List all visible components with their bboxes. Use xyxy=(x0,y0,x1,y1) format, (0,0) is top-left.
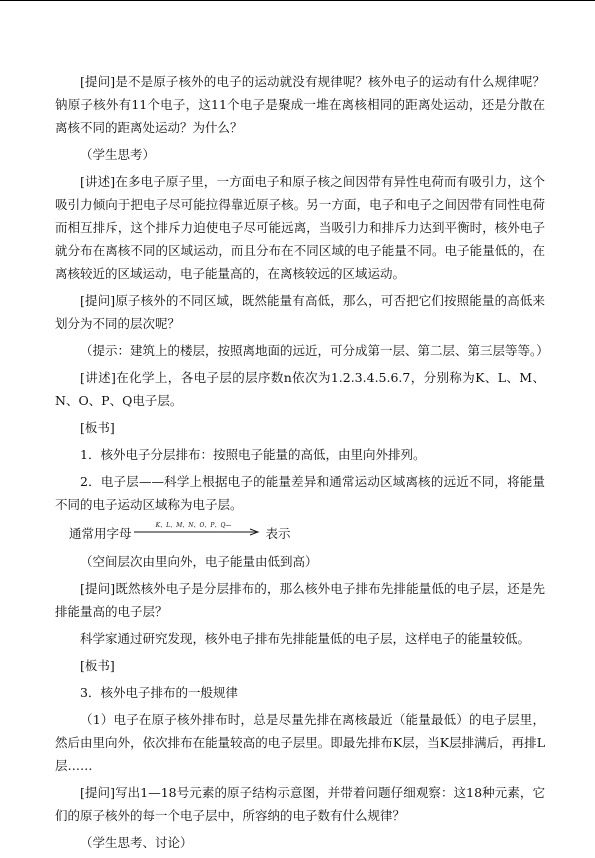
rule-1: （1）电子在原子核外排布时，总是尽量先排在离核最近（能量最低）的电子层里，然后由里向外，依次排布在能量较高的电子层里。即最先排布K层，当K层排满后，再排L层…… xyxy=(55,712,545,773)
top-rule xyxy=(0,0,595,1)
discovery: 科学家通过研究发现，核外电子排布先排能量低的电子层，这样电子的能量较低。 xyxy=(80,631,531,646)
lecture-1: [讲述]在多电子原子里，一方面电子和原子核之间因带有异性电荷而有吸引力，这个吸引力倾向于把电子尽可能拉得靠近原子核。另一方面，电子和电子之间因带有同性电荷而相互排斥，这个排斥力迫使电子尽可能远离，当吸引力和排斥力达到平衡时，核外电子就分布在离核不同的区域运动，而且分布在不同区域的电子能量不同。电子能量低的，在离核较近的区域运动，电子能量高的，在离核较远的区域运动。 xyxy=(55,174,545,281)
board-heading-1: [板书] xyxy=(80,420,115,435)
student-thinking-2: （学生思考、讨论） xyxy=(80,835,193,850)
document-body xyxy=(55,70,549,858)
question-1: [提问]是不是原子核外的电子的运动就没有规律呢？核外电子的运动有什么规律呢？钠原子核外有11个电子，这11个电子是聚成一堆在离核相同的距离处运动，还是分散在离核不同的距离处运动？为什么？ xyxy=(55,74,545,135)
notation-left-text: 通常用字母 xyxy=(69,526,132,541)
notation-right-text: 表示 xyxy=(265,526,291,541)
student-thinking-1: （学生思考） xyxy=(80,147,156,162)
notation-arrow xyxy=(134,522,264,544)
layer-note: （空间层次由里向外，电子能量由低到高） xyxy=(80,554,318,569)
board-point-2: 2．电子层——科学上根据电子的能量差异和通常运动区域离核的远近不同，将能量不同的电子运动区域称为电子层。 xyxy=(55,474,545,512)
lecture-2: [讲述]在化学上，各电子层的层序数n依次为1.2.3.4.5.6.7，分别称为K、L、M、N、O、P、Q电子层。 xyxy=(55,370,545,408)
board-heading-2: [板书] xyxy=(80,658,115,673)
board-point-3: 3．核外电子排布的一般规律 xyxy=(80,685,238,700)
hint: （提示：建筑上的楼层，按照离地面的远近，可分成第一层、第二层、第三层等等。） xyxy=(80,343,549,358)
question-4: [提问]写出1—18号元素的原子结构示意图，并带着问题仔细观察：这18种元素，它们的原子核外的每一个电子层中，所容纳的电子数有什么规律？ xyxy=(55,785,545,823)
question-2: [提问]原子核外的不同区域，既然能量有高低，那么，可否把它们按照能量的高低来划分为不同的层次呢？ xyxy=(55,293,545,331)
board-point-1: 1．核外电子分层排布：按照电子能量的高低，由里向外排列。 xyxy=(80,447,426,462)
right-arrow-icon xyxy=(134,528,264,538)
question-3: [提问]既然核外电子是分层排布的，那么核外电子排布先排能量低的电子层，还是先排能量高的电子层？ xyxy=(55,581,545,619)
notation-line xyxy=(55,520,545,546)
arrow-label: K、L、M、N、O、P、Q— xyxy=(155,522,232,529)
